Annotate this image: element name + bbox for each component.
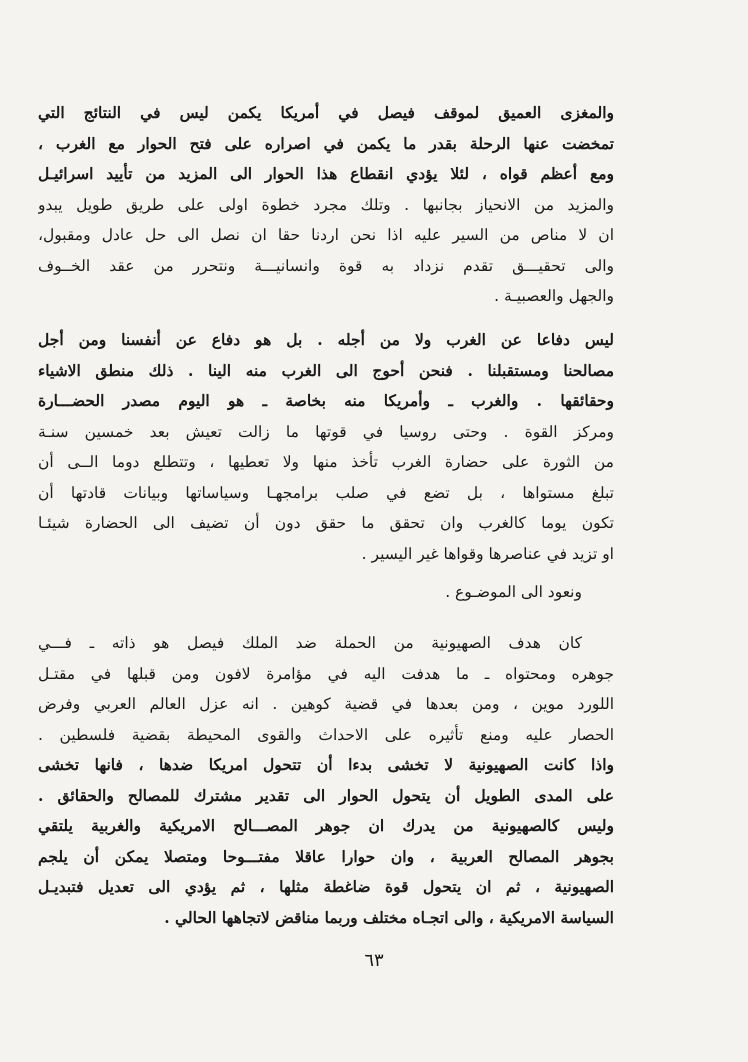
text-line: كان هدف الصهيونية من الحملة ضد الملك فيصل هو ذاته ـ فـــي: [38, 634, 582, 652]
text-line: اللورد موين ، ومن بعدها في قضية كوهين . انه عزل العالم العربي وفرض: [38, 695, 614, 713]
text-line: على المدى الطويل أن يتحول الحوار الى تقدير مشترك للمصالح والحقائق .: [38, 785, 614, 805]
text-line: الحصار عليه ومنع تأثيره على الاحداث والقوى المحيطة بقضية فلسطين .: [38, 725, 614, 744]
text-line: تكون يوما كالغرب وان تحقق ما حقق دون أن تضيف الى الحضارة شيئـا: [38, 514, 614, 532]
text-line: ومركز القوة . وحتى روسيا في قوتها ما زالت تعيش بعد خمسين سنـة: [38, 422, 614, 441]
text-line: ان لا مناص من السير عليه اذا نحن اردنا حقا ان نصل الى حل عادل ومقبول،: [38, 226, 614, 244]
text-line: ليس دفاعا عن الغرب ولا من أجله . بل هو دفاع عن أنفسنا ومن أجل: [38, 330, 614, 349]
text-line: والمغزى العميق لموقف فيصل في أمريكا يكمن ليس في النتائج التي: [38, 103, 614, 122]
text-line: والمزيد من الانحياز بجانبها . وتلك مجرد خطوة اولى على طريق طويل يبدو: [38, 195, 614, 214]
paragraph-3: [38, 577, 614, 608]
paragraph-4: [38, 628, 614, 933]
page-number: ٦٣: [364, 950, 384, 971]
paragraph-2: [38, 325, 614, 569]
text-line: او تزيد في عناصرها وقواها غير اليسير .: [361, 544, 614, 563]
text-line: من الثورة على حضارة الغرب تأخذ منها ولا تعطيها ، وتتطلع دوما الــى أن: [38, 453, 614, 471]
text-line: ونعود الى الموضـوع .: [445, 583, 582, 601]
text-line: وحقائقها . والغرب ـ وأمريكا منه بخاصة ـ هو اليوم مصدر الحضـــارة: [38, 391, 614, 410]
text-line: والى تحقيـــق تقدم نزداد به قوة وانسانيـــة ونتحرر من عقد الخــوف: [38, 256, 614, 275]
text-line: واذا كانت الصهيونية لا تخشى بدءا أن تتحول امريكا ضدها ، فانها تخشى: [38, 755, 614, 774]
text-line: وليس كالصهيونية من يدرك ان جوهر المصـــالح الامريكية والغربية يلتقي: [38, 816, 614, 835]
paragraph-1: [38, 98, 614, 312]
text-line: جوهره ومحتواه ـ ما هدفت اليه في مؤامرة لافون ومن قبلها في مقتـل: [38, 664, 614, 683]
text-line: السياسة الامريكية ، والى اتجـاه مختلف وربما مناقض لاتجاهها الحالي .: [164, 907, 614, 927]
text-line: بجوهر المصالح العربية ، وان حوارا عاقلا مفتـــوحا ومتصلا يمكن أن يلجم: [38, 846, 614, 866]
text-line: والجهل والعصبيـة .: [494, 287, 614, 305]
text-line: تمخضت عنها الرحلة بقدر ما يكمن في اصراره على فتح الحوار مع الغرب ،: [38, 133, 614, 153]
text-line: مصالحنا ومستقبلنا . فنحن أحوج الى الغرب منه الينا . ذلك منطق الاشياء: [38, 360, 614, 380]
text-line: تبلغ مستواها ، بل تضع في صلب برامجهـا وسياساتها وبيانات قادتها أن: [38, 483, 614, 502]
text-line: الصهيونية ، ثم ان يتحول قوة ضاغطة مثلها ، ثم يؤدي الى تعديل فتبديـل: [38, 877, 614, 896]
text-line: ومع أعظم قواه ، لئلا يؤدي انقطاع هذا الحوار الى المزيد من تأييد اسرائيـل: [38, 164, 614, 183]
